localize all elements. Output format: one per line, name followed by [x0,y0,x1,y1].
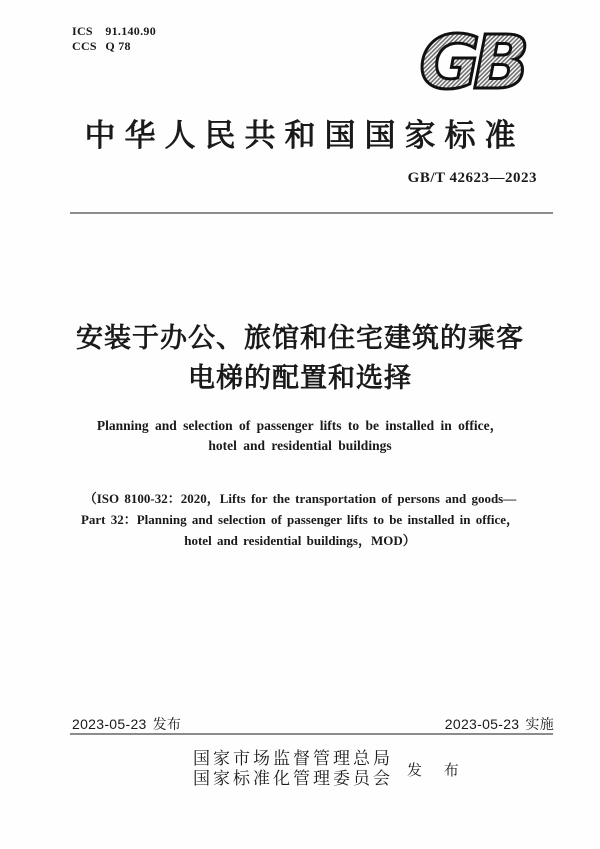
ics-label: ICS [72,24,93,38]
implementation-date-label: 实施 [525,716,554,732]
title-cn-line2: 电梯的配置和选择 [188,363,412,393]
issuing-authorities [193,749,468,789]
issuer-names [193,749,393,789]
gb-logo-text: GB [419,22,523,102]
issuer-line1: 国家市场监督管理总局 [193,749,393,768]
title-en-line1: Planning and selection of passenger lifts to be installed in office， [96,418,504,433]
standard-number: GB/T 42623—2023 [407,170,537,186]
header-divider [70,212,553,214]
ics-value: 91.140.90 [105,24,157,38]
ics-code [72,24,156,39]
iso-adoption-reference [0,488,600,551]
implementation-date [445,714,554,734]
issue-date-value: 2023-05-23 [72,716,147,732]
ccs-label: CCS [72,39,97,53]
ccs-code [72,39,156,54]
title-cn-line1: 安装于办公、旅馆和住宅建筑的乘客 [76,323,524,353]
title-en-line2: hotel and residential buildings [208,438,392,453]
issue-date-label: 发布 [152,716,182,732]
issue-date [72,714,181,734]
implementation-date-value: 2023-05-23 [444,716,520,732]
dates-row [72,714,554,734]
iso-ref-line2: Part 32：Planning and selection of passenger lifts to be installed in office， [80,512,520,527]
gb-logo [393,22,545,102]
iso-ref-line1: （ISO 8100-32：2020，Lifts for the transportation of persons and goods— [83,491,517,506]
classification-codes [72,24,156,54]
iso-ref-line3: hotel and residential buildings，MOD） [184,533,416,548]
publish-label: 发 布 [407,762,468,779]
gb-logo-icon [393,22,545,102]
issuer-line2: 国家标准化管理委员会 [193,769,393,788]
national-standard-heading: 中华人民共和国国家标准 [84,118,525,153]
footer-divider [70,733,553,735]
document-title-chinese [0,318,600,398]
document-title-english [0,416,600,456]
ccs-value: Q 78 [105,39,131,53]
